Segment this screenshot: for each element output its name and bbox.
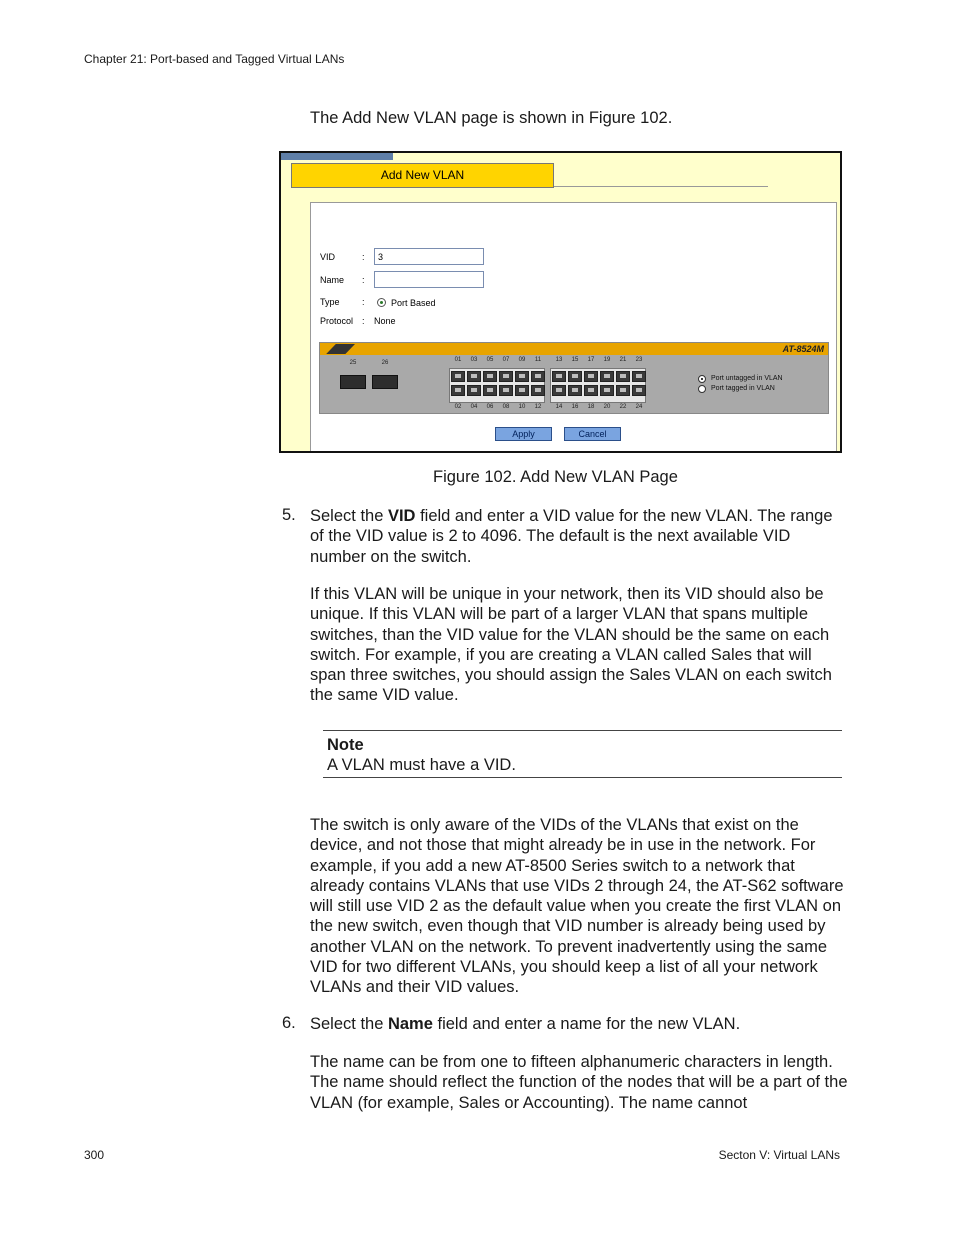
switch-port[interactable]	[600, 371, 614, 382]
port-number: 02	[454, 404, 462, 410]
port-number: 05	[486, 357, 494, 363]
switch-port[interactable]	[632, 371, 646, 382]
switch-port[interactable]	[451, 371, 465, 382]
vlan-form-panel	[310, 202, 837, 453]
vid-input[interactable]	[374, 248, 484, 265]
port-number: 23	[635, 357, 643, 363]
fiber-port-25[interactable]	[340, 375, 366, 389]
port-number: 14	[555, 404, 563, 410]
vid-label: VID	[320, 252, 336, 262]
name-label: Name	[320, 275, 345, 285]
switch-port[interactable]	[467, 371, 481, 382]
cancel-button[interactable]: Cancel	[564, 427, 621, 441]
untagged-legend-icon[interactable]	[698, 375, 706, 383]
port-number: 18	[587, 404, 595, 410]
type-colon: :	[362, 297, 365, 307]
switch-port[interactable]	[451, 385, 465, 396]
tab-add-new-vlan[interactable]: Add New VLAN	[291, 163, 554, 188]
tab-underline	[554, 186, 768, 187]
port-number: 26	[381, 360, 389, 366]
name-colon: :	[362, 275, 365, 285]
switch-front-panel	[319, 342, 829, 414]
switch-port[interactable]	[531, 385, 545, 396]
switch-port[interactable]	[600, 385, 614, 396]
switch-port[interactable]	[552, 385, 566, 396]
port-number: 07	[502, 357, 510, 363]
vid-colon: :	[362, 252, 365, 262]
port-number: 12	[534, 404, 542, 410]
port-number: 17	[587, 357, 595, 363]
step-5-post: field and enter a VID value for the new VLAN. The range of the VID value is 2 to 4096. The default is the next available VID number on the switch.	[310, 507, 833, 566]
step-6-post: field and enter a name for the new VLAN.	[432, 1015, 741, 1033]
protocol-label: Protocol	[320, 316, 354, 326]
switch-port[interactable]	[499, 385, 513, 396]
switch-port[interactable]	[515, 385, 529, 396]
port-number: 15	[571, 357, 579, 363]
port-number: 09	[518, 357, 526, 363]
port-number: 25	[349, 360, 357, 366]
intro-paragraph: The Add New VLAN page is shown in Figure 102.	[310, 109, 673, 127]
switch-port[interactable]	[552, 371, 566, 382]
step-6-paragraph-2: The name can be from one to fifteen alphanumeric characters in length. The name should reflect the function of the nodes that will be a part of the VLAN (for example, Sales or Accounting). The name cannot	[310, 1053, 848, 1112]
port-number: 06	[486, 404, 494, 410]
port-number: 22	[619, 404, 627, 410]
switch-model: AT-8524M	[782, 344, 824, 354]
switch-port[interactable]	[499, 371, 513, 382]
switch-port[interactable]	[531, 371, 545, 382]
type-value: Port Based	[391, 298, 436, 308]
fiber-port-26[interactable]	[372, 375, 398, 389]
step-6-pre: Select the	[310, 1015, 388, 1033]
type-label: Type	[320, 297, 340, 307]
step-5-text	[310, 506, 845, 567]
switch-port[interactable]	[616, 385, 630, 396]
switch-port[interactable]	[515, 371, 529, 382]
legend-untagged-text: Port untagged in VLAN	[711, 375, 783, 382]
switch-port[interactable]	[632, 385, 646, 396]
legend-tagged-text: Port tagged in VLAN	[711, 385, 775, 392]
name-input[interactable]	[374, 271, 484, 288]
step-5-paragraph-2: If this VLAN will be unique in your network, then its VID should also be unique. If this VLAN will be part of a larger VLAN that spans multiple switches, than the VID value for the VLAN should be the same on each switch. For example, if you are creating a VLAN called Sales that will span three switches, you should assign the Sales VLAN on each switch the same VID value.	[310, 585, 832, 705]
figure-caption: Figure 102. Add New VLAN Page	[433, 468, 678, 486]
port-number: 20	[603, 404, 611, 410]
switch-port[interactable]	[584, 371, 598, 382]
switch-port[interactable]	[568, 385, 582, 396]
chapter-header: Chapter 21: Port-based and Tagged Virtual LANs	[84, 52, 345, 66]
port-number: 04	[470, 404, 478, 410]
tagged-legend-icon[interactable]	[698, 385, 706, 393]
step-5-pre: Select the	[310, 507, 388, 525]
note-title: Note	[327, 736, 364, 754]
step-5-bold: VID	[387, 507, 416, 525]
note-text: A VLAN must have a VID.	[327, 756, 516, 774]
protocol-value: None	[374, 316, 396, 326]
add-new-vlan-figure	[279, 151, 842, 453]
switch-port[interactable]	[616, 371, 630, 382]
protocol-colon: :	[362, 316, 365, 326]
switch-port[interactable]	[483, 385, 497, 396]
section-footer: Secton V: Virtual LANs	[718, 1148, 840, 1162]
switch-port[interactable]	[467, 385, 481, 396]
port-number: 01	[454, 357, 462, 363]
step-6-text	[310, 1014, 845, 1034]
apply-button[interactable]: Apply	[495, 427, 552, 441]
step-6-number: 6.	[282, 1014, 296, 1032]
vid-awareness-paragraph: The switch is only aware of the VIDs of the VLANs that exist on the device, and not those that might already be in use in the network. For example, if you add a new AT-8500 Series switch to a network that already contains VLANs that use VIDs 2 through 24, the AT-S62 software will still use VID 2 as the default value when you create the first VLAN on the new switch, even though that VID number is already being used by another VLAN on the network. To prevent inadvertently using the same VID for two different VLANs, you should keep a list of all your network VLANs and their VID values.	[310, 816, 844, 997]
port-based-radio[interactable]	[377, 298, 386, 307]
switch-port[interactable]	[584, 385, 598, 396]
note-box	[323, 730, 842, 778]
port-number: 08	[502, 404, 510, 410]
switch-header-strip	[320, 343, 828, 355]
page-number: 300	[84, 1148, 105, 1162]
switch-port[interactable]	[568, 371, 582, 382]
switch-port[interactable]	[483, 371, 497, 382]
port-number: 10	[518, 404, 526, 410]
step-5-number: 5.	[282, 506, 296, 524]
port-number: 24	[635, 404, 643, 410]
port-number: 13	[555, 357, 563, 363]
port-number: 11	[534, 357, 542, 363]
port-number: 19	[603, 357, 611, 363]
tab-bar-strip	[281, 153, 393, 160]
port-number: 03	[470, 357, 478, 363]
port-number: 16	[571, 404, 579, 410]
port-number: 21	[619, 357, 627, 363]
step-6-bold: Name	[387, 1015, 433, 1033]
